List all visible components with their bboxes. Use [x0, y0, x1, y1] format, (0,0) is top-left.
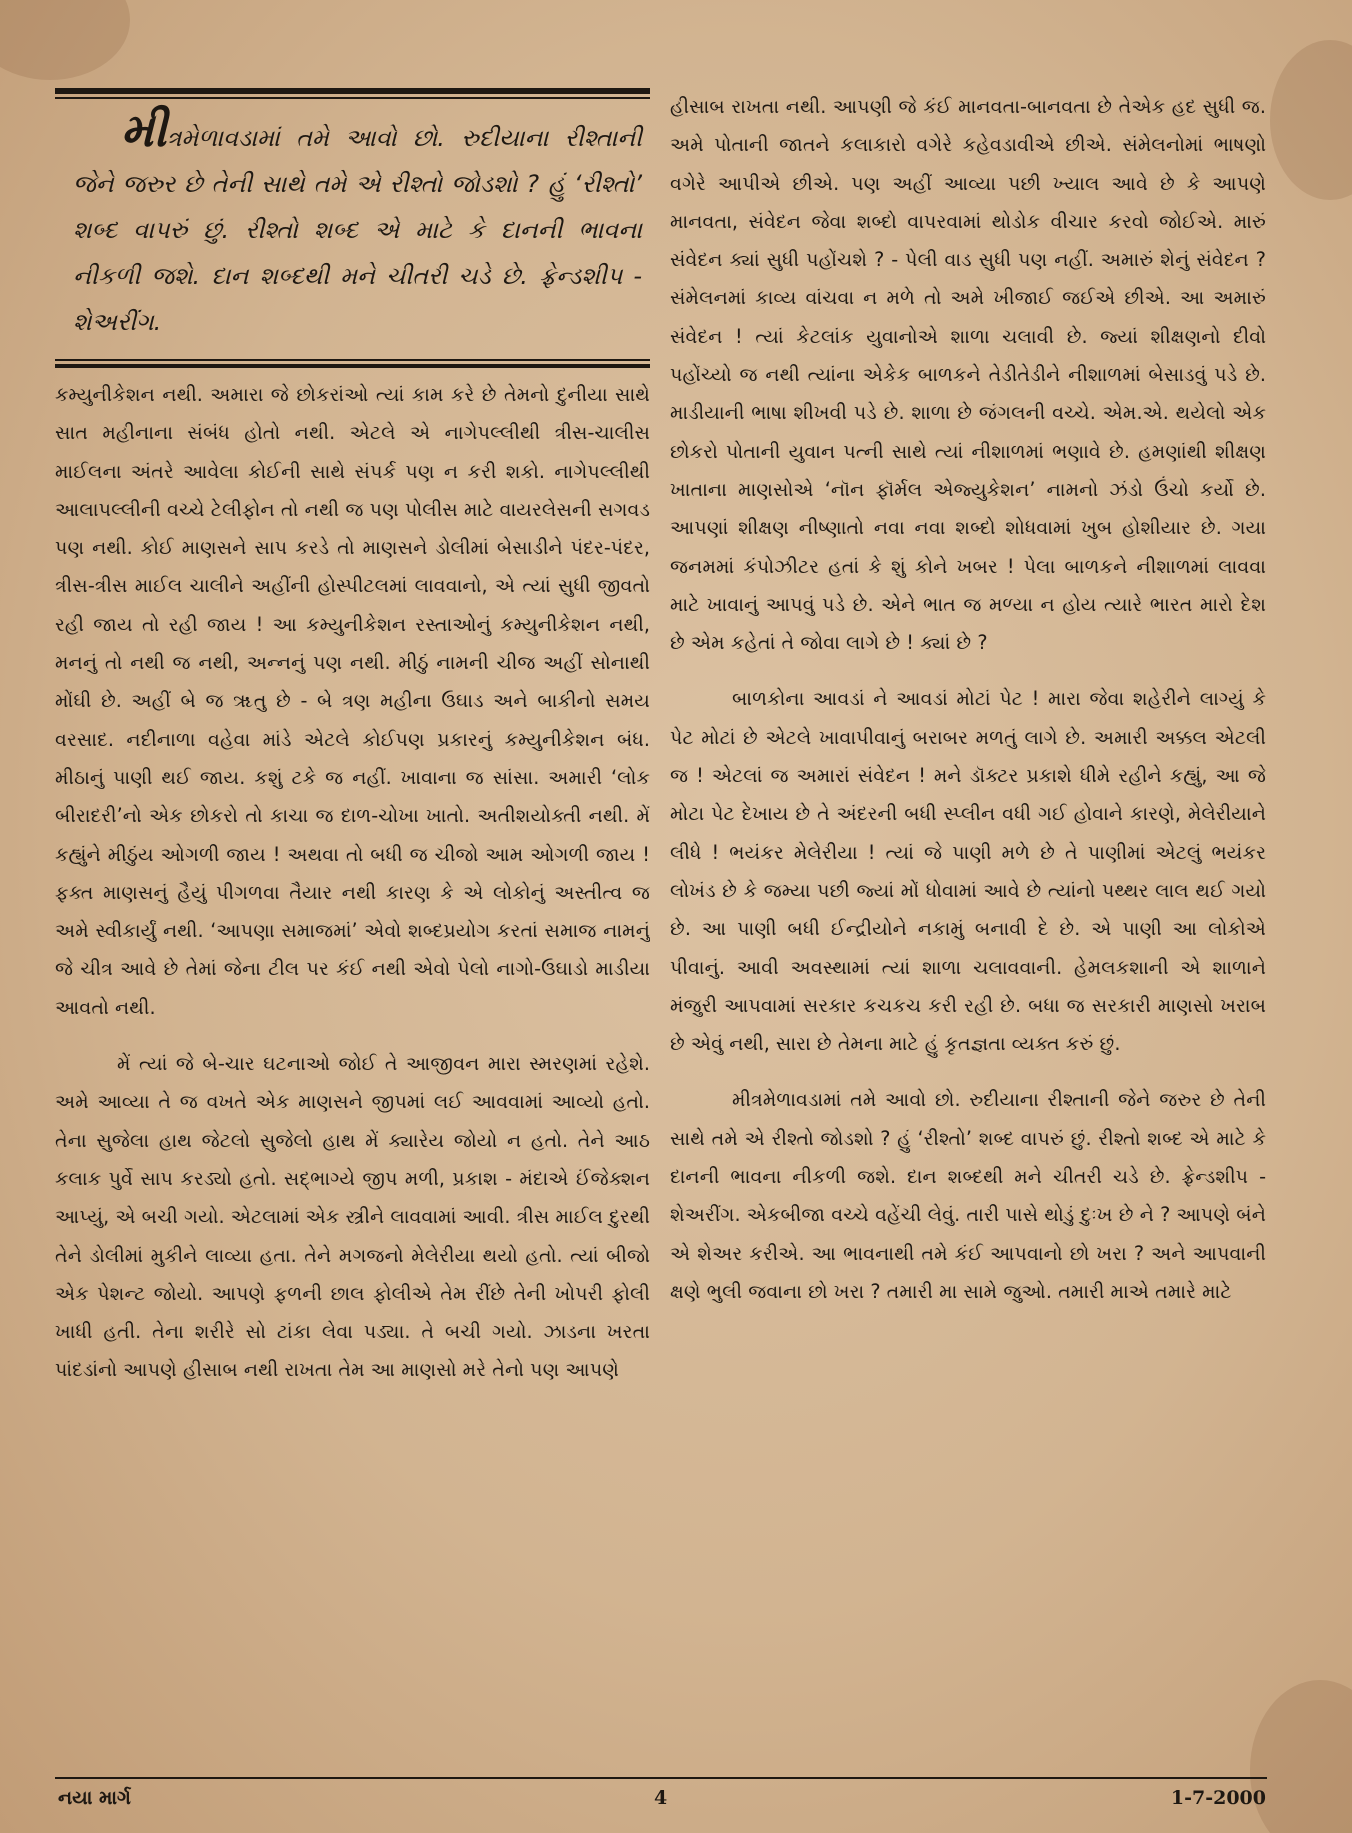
publication-name: નયા માર્ગ [58, 1787, 131, 1809]
footer-rule [55, 1777, 1267, 1779]
page-number: 4 [654, 1787, 668, 1809]
drop-cap: મી [121, 103, 167, 157]
bottom-rule [55, 364, 650, 368]
pull-quote [55, 99, 650, 359]
top-rule [55, 88, 650, 94]
page-footer [0, 1787, 1352, 1817]
bottom-rule-thin [55, 359, 650, 361]
left-column [55, 88, 650, 1763]
article-paragraph: મીત્રમેળાવડામાં તમે આવો છો. રુદીયાના રીશ્તાની જેને જરુર છે તેની સાથે તમે એ રીશ્તો જોડશો ? હું ‘રીશ્તો’ શબ્દ વાપરું છું. રીશ્તો શબ્દ એ માટે કે દાનની ભાવના નીકળી જશે. દાન શબ્દથી મને ચીતરી ચડે છે. ફ્રેન્ડશીપ - શેઅરીંગ. એકબીજા વચ્ચે વહેંચી લેવું. તારી પાસે થોડું દુઃખ છે ને ? આપણે બંને એ શેઅર કરીએ. આ ભાવનાથી તમે કંઈ આપવાનો છો ખરા ? અને આપવાની ક્ષણે ભુલી જવાના છો ખરા ? તમારી મા સામે જુઓ. તમારી માએ તમારે માટે [670, 1088, 1266, 1303]
article-paragraph: બાળકોના આવડાં ને આવડાં મોટાં પેટ ! મારા જેવા શહેરીને લાગ્યું કે પેટ મોટાં છે એટલે ખાવાપીવાનું બરાબર મળતું લાગે છે. અમારી અક્કલ એટલી જ ! એટલાં જ અમારાં સંવેદન ! મને ડૉક્ટર પ્રકાશે ધીમે રહીને કહ્યું, આ જે મોટા પેટ દેખાય છે તે અંદરની બધી સ્પ્લીન વધી ગઈ હોવાને કારણે, મેલેરીયાને લીધે ! ભયંકર મેલેરીયા ! ત્યાં જે પાણી મળે છે તે પાણીમાં એટલું ભયંકર લોખંડ છે કે જમ્યા પછી જ્યાં મોં ધોવામાં આવે છે ત્યાંનો પથ્થર લાલ થઈ ગયો છે. આ પાણી બધી ઈન્દ્રીયોને નકામું બનાવી દે છે. એ પાણી આ લોકોએ પીવાનું. આવી અવસ્થામાં ત્યાં શાળા ચલાવવાની. હેમલકશાની એ શાળાને મંજુરી આપવામાં સરકાર કચકચ કરી રહી છે. બધા જ સરકારી માણસો ખરાબ છે એવું નથી, સારા છે તેમના માટે હું કૃતજ્ઞતા વ્યક્ત કરું છું. [670, 687, 1266, 1056]
issue-date: 1-7-2000 [1170, 1787, 1266, 1809]
article-paragraph: હીસાબ રાખતા નથી. આપણી જે કંઈ માનવતા-બાનવતા છે તેએક હદ સુધી જ. અમે પોતાની જાતને કલાકારો વગેરે કહેવડાવીએ છીએ. સંમેલનોમાં ભાષણો વગેરે આપીએ છીએ. પણ અહીં આવ્યા પછી ખ્યાલ આવે છે કે આપણે માનવતા, સંવેદન જેવા શબ્દો વાપરવામાં થોડોક વીચાર કરવો જોઈએ. મારું સંવેદન ક્યાં સુધી પહોંચશે ? - પેલી વાડ સુધી પણ નહીં. અમારું શેનું સંવેદન ? સંમેલનમાં કાવ્ય વાંચવા ન મળે તો અમે ખીજાઈ જઈએ છીએ. આ અમારું સંવેદન ! ત્યાં કેટલાંક યુવાનોએ શાળા ચલાવી છે. જ્યાં શીક્ષણનો દીવો પહોંચ્યો જ નથી ત્યાંના એકેક બાળકને તેડીતેડીને નીશાળમાં બેસાડવું પડે છે. માડીયાની ભાષા શીખવી પડે છે. શાળા છે જંગલની વચ્ચે. એમ.એ. થયેલો એક છોકરો પોતાની યુવાન પત્ની સાથે ત્યાં નીશાળમાં ભણાવે છે. હમણાંથી શીક્ષણ ખાતાના માણસોએ ‘નૉન ફૉર્મલ એજ્યુકેશન’ નામનો ઝંડો ઉંચો કર્યો છે. આપણાં શીક્ષણ નીષ્ણાતો નવા નવા શબ્દો શોધવામાં ખુબ હોશીયાર છે. ગયા જનમમાં કંપોઝીટર હતાં કે શું કોને ખબર ! પેલા બાળકને નીશાળમાં લાવવા માટે ખાવાનું આપવું પડે છે. એને ભાત જ મળ્યા ન હોય ત્યારે ભારત મારો દેશ છે એમ કહેતાં તે જોવા લાગે છે ! ક્યાં છે ? [670, 95, 1266, 655]
right-column [670, 88, 1266, 1763]
pull-quote-text: ત્રમેળાવડામાં તમે આવો છો. રુદીયાના રીશ્તાની જેને જરુર છે તેની સાથે તમે એ રીશ્તો જોડશો ? હું ‘રીશ્તો’ શબ્દ વાપરું છું. રીશ્તો શબ્દ એ માટે કે દાનની ભાવના નીકળી જશે. દાન શબ્દથી મને ચીતરી ચડે છે. ફ્રેન્ડશીપ - શેઅરીંગ. [73, 124, 642, 336]
paper-stain [0, 0, 130, 80]
article-paragraph: કમ્યુનીકેશન નથી. અમારા જે છોકરાંઓ ત્યાં કામ કરે છે તેમનો દુનીયા સાથે સાત મહીનાના સંબંધ હોતો નથી. એટલે એ નાગેપલ્લીથી ત્રીસ-ચાલીસ માઈલના અંતરે આવેલા કોઈની સાથે સંપર્ક પણ ન કરી શકો. નાગેપલ્લીથી આલાપલ્લીની વચ્ચે ટેલીફોન તો નથી જ પણ પોલીસ માટે વાયરલેસની સગવડ પણ નથી. કોઈ માણસને સાપ કરડે તો માણસને ડોલીમાં બેસાડીને પંદર-પંદર, ત્રીસ-ત્રીસ માઈલ ચાલીને અહીંની હોસ્પીટલમાં લાવવાનો, એ ત્યાં સુધી જીવતો રહી જાય તો રહી જાય ! આ કમ્યુનીકેશન રસ્તાઓનું કમ્યુનીકેશન નથી, મનનું તો નથી જ નથી, અન્નનું પણ નથી. મીઠું નામની ચીજ અહીં સોનાથી મોંઘી છે. અહીં બે જ ૠતુ છે - બે ત્રણ મહીના ઉઘાડ અને બાકીનો સમય વરસાદ. નદીનાળા વહેવા માંડે એટલે કોઈપણ પ્રકારનું કમ્યુનીકેશન બંધ. મીઠાનું પાણી થઈ જાય. કશું ટકે જ નહીં. ખાવાના જ સાંસા. અમારી ‘લોક બીરાદરી’નો એક છોકરો તો કાચા જ દાળ-ચોખા ખાતો. અતીશયોક્તી નથી. મેં કહ્યુંને મીઠુંય ઓગળી જાય ! અથવા તો બધી જ ચીજો આમ ઓગળી જાય ! ફક્ત માણસનું હૈયું પીગળવા તૈયાર નથી કારણ કે એ લોકોનું અસ્તીત્વ જ અમે સ્વીકાર્યું નથી. ‘આપણા સમાજમાં’ એવો શબ્દપ્રયોગ કરતાં સમાજ નામનું જે ચીત્ર આવે છે તેમાં જેના ટીલ પર કંઈ નથી એવો પેલો નાગો-ઉઘાડો માડીયા આવતો નથી. [55, 383, 650, 1019]
article-paragraph: મેં ત્યાં જે બે-ચાર ઘટનાઓ જોઈ તે આજીવન મારા સ્મરણમાં રહેશે. અમે આવ્યા તે જ વખતે એક માણસને જીપમાં લઈ આવવામાં આવ્યો હતો. તેના સુજેલા હાથ જેટલો સુજેલો હાથ મેં ક્યારેય જોયો ન હતો. તેને આઠ કલાક પુર્વે સાપ કરડ્યો હતો. સદ્‌ભાગ્યે જીપ મળી, પ્રકાશ - મંદાએ ઈંજેક્શન આપ્યું, એ બચી ગયો. એટલામાં એક સ્ત્રીને લાવવામાં આવી. ત્રીસ માઈલ દુરથી તેને ડોલીમાં મુકીને લાવ્યા હતા. તેને મગજનો મેલેરીયા થયો હતો. ત્યાં બીજો એક પેશન્ટ જોયો. આપણે ફળની છાલ ફોલીએ તેમ રીંછે તેની ખોપરી ફોલી ખાધી હતી. તેના શરીરે સો ટાંકા લેવા પડ્યા. તે બચી ગયો. ઝાડના ખરતા પાંદડાંનો આપણે હીસાબ નથી રાખતા તેમ આ માણસો મરે તેનો પણ આપણે [55, 1052, 650, 1382]
paper-stain [1270, 40, 1352, 200]
pull-quote-box [55, 88, 650, 368]
